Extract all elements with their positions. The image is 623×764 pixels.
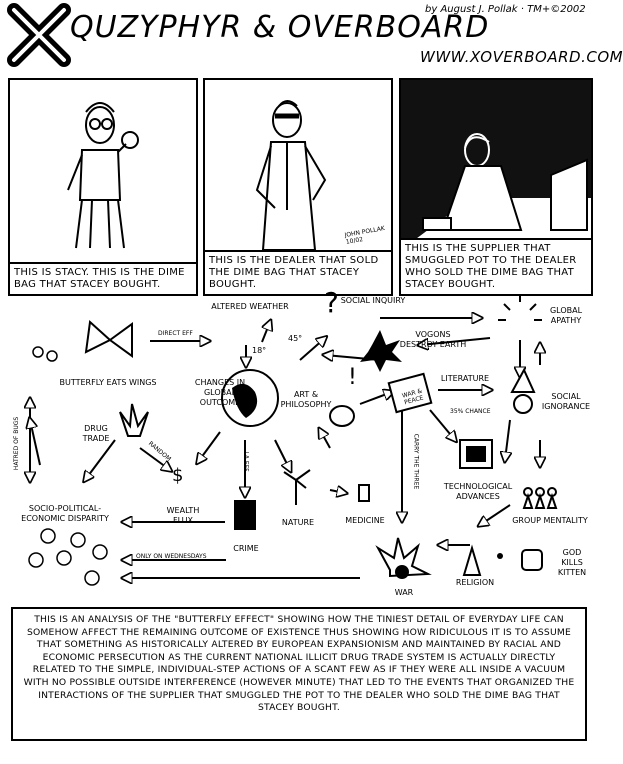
label-35-chance: 35% CHANCE: [450, 408, 491, 415]
label-wealth: WEALTH FLUX: [166, 506, 200, 525]
label-war-peace: WAR & PEACE: [401, 387, 425, 407]
label-45deg: 45°: [288, 334, 303, 343]
signature: JOHN POLLAK 10/02: [344, 225, 386, 246]
label-butterfly: BUTTERFLY EATS WINGS: [59, 378, 157, 387]
label-changes: CHANGES IN GLOBAL OUTCOME: [194, 378, 246, 407]
label-medicine: MEDICINE: [345, 516, 385, 525]
svg-text:!: !: [348, 365, 357, 390]
byline: by August J. Pollak · TM+©2002: [425, 4, 586, 15]
label-social-ignorance: SOCIAL IGNORANCE: [541, 392, 591, 411]
label-social-inquiry: SOCIAL INQUIRY: [340, 296, 406, 305]
label-crime: CRIME: [233, 544, 259, 553]
label-la-eff: LA EFF: [242, 451, 250, 472]
label-religion: RELIGION: [455, 578, 495, 587]
label-socio: SOCIO-POLITICAL-ECONOMIC DISPARITY: [21, 504, 109, 523]
site-url: WWW.XOVERBOARD.COM: [420, 48, 623, 66]
label-only-wed: ONLY ON WEDNESDAYS: [136, 553, 207, 560]
label-carry-three: CARRY THE THREE: [412, 433, 420, 490]
analysis-text-box: [11, 607, 587, 741]
label-literature: LITERATURE: [440, 374, 490, 383]
label-hatred-bugs: HATRED OF BUGS: [13, 416, 21, 471]
label-drug-trade: DRUG TRADE: [82, 424, 110, 443]
label-altered-weather: ALTERED WEATHER: [211, 302, 289, 311]
label-art: ART & PHILOSOPHY: [280, 390, 332, 409]
label-18deg: 18°: [252, 346, 267, 355]
label-tech: TECHNOLOGICAL ADVANCES: [443, 482, 513, 501]
panel-caption: THIS IS THE SUPPLIER THAT SMUGGLED POT TO THE DEALER WHO SOLD THE DIME BAG THAT STACEY BOUGHT.: [401, 238, 591, 294]
dollar-icon: $: [172, 465, 184, 486]
comic-title: QUZYPHYR & OVERBOARD: [70, 10, 490, 45]
label-nature: NATURE: [281, 518, 315, 527]
label-global-apathy: GLOBAL APATHY: [549, 306, 583, 325]
label-random: RANDOM: [146, 440, 173, 463]
analysis-text: THIS IS AN ANALYSIS OF THE "BUTTERFLY EFFECT" SHOWING HOW THE TINIEST DETAIL OF EVERYDAY LIFE CAN SOMEHOW AFFECT THE REMAINING OUTCOME OF EXISTENCE THUS SHOWING HOW RIDICULOUS IT IS TO ASSUME THAT SOMETHING AS HISTORICALLY ALTERED BY EUROPEAN EXPANSIONISM AND MAINTAINED BY RACIAL AND ECONOMIC PERSECUTION AS THE CURRENT NATIONAL ILLICIT DRUG TRADE SYSTEM IS ACTUALLY DIRECTLY RELATED TO THE SIMPLE, INDIVIDUAL-STEP ACTIONS OF A SCANT FEW AS IF THEY WERE ALL INSIDE A VACUUM WITH NO POSSIBLE OUTSIDE INTERFERENCE (HOWEVER MINUTE) THAT LED TO THE EVENTS THAT ORGANIZED THE INTERACTIONS OF THE SUPPLIER THAT SMUGGLED THE POT TO THE DEALER WHO SOLD THE DIME BAG THAT STACEY BOUGHT.: [23, 614, 575, 714]
label-war: WAR: [394, 588, 414, 597]
panel-caption: THIS IS THE DEALER THAT SOLD THE DIME BAG THAT STACEY BOUGHT.: [205, 250, 391, 294]
label-direct-eff: DIRECT EFF: [158, 330, 193, 337]
panel-caption: THIS IS STACY. THIS IS THE DIME BAG THAT STACEY BOUGHT.: [10, 262, 196, 294]
label-vogons: VOGONS DESTROY EARTH: [399, 330, 467, 349]
svg-text:?: ?: [324, 286, 339, 319]
label-god-kills: GOD KILLS KITTEN: [557, 548, 587, 577]
label-group-mentality: GROUP MENTALITY: [512, 516, 588, 525]
